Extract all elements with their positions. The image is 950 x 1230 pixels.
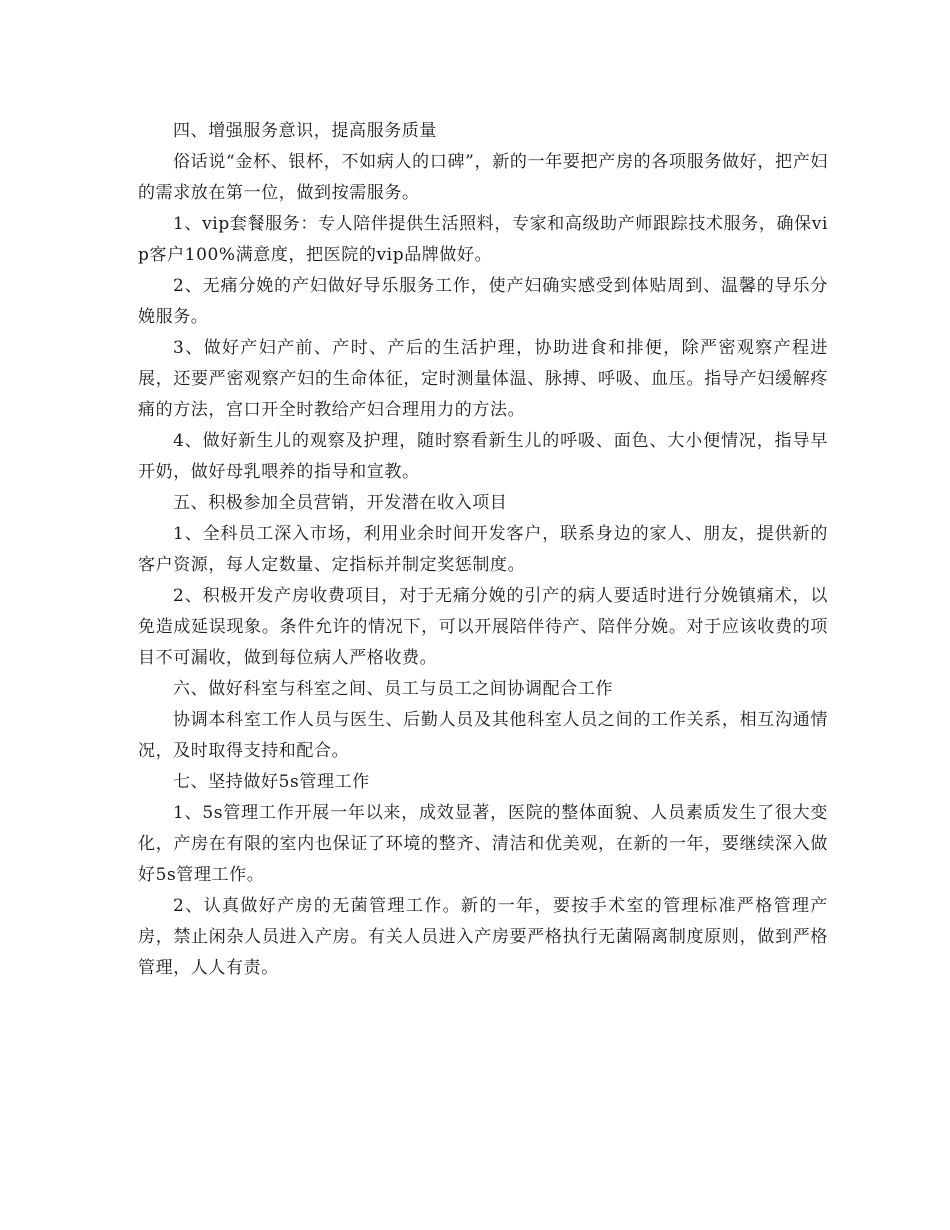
paragraph: 协调本科室工作人员与医生、后勤人员及其他科室人员之间的工作关系，相互沟通情况，及时取得支持和配合。: [138, 710, 828, 761]
paragraph: 1、5s管理工作开展一年以来，成效显著，医院的整体面貌、人员素质发生了很大变化，产房在有限的室内也保证了环境的整齐、清洁和优美观，在新的一年，要继续深入做好5s管理工作。: [138, 803, 828, 885]
paragraph: 1、vip套餐服务：专人陪伴提供生活照料，专家和高级助产师跟踪技术服务，确保vip客户100%满意度，把医院的vip品牌做好。: [138, 214, 828, 265]
paragraph: 1、全科员工深入市场，利用业余时间开发客户，联系身边的家人、朋友，提供新的客户资源，每人定数量、定指标并制定奖惩制度。: [138, 524, 828, 575]
section-heading-5: 五、积极参加全员营销，开发潜在收入项目: [173, 493, 508, 513]
section-heading-7: 七、坚持做好5s管理工作: [173, 772, 370, 792]
paragraph: 4、做好新生儿的观察及护理，随时察看新生儿的呼吸、面色、大小便情况，指导早开奶，做好母乳喂养的指导和宣教。: [138, 431, 828, 482]
section-heading-4: 四、增强服务意识，提高服务质量: [173, 121, 437, 141]
paragraph: 3、做好产妇产前、产时、产后的生活护理，协助进食和排便，除严密观察产程进展，还要严密观察产妇的生命体征，定时测量体温、脉搏、呼吸、血压。指导产妇缓解疼痛的方法，宫口开全时教给产妇合理用力的方法。: [138, 338, 828, 420]
paragraph: 俗话说“金杯、银杯，不如病人的口碑”，新的一年要把产房的各项服务做好，把产妇的需求放在第一位，做到按需服务。: [138, 152, 828, 203]
paragraph: 2、认真做好产房的无菌管理工作。新的一年，要按手术室的管理标准严格管理产房，禁止闲杂人员进入产房。有关人员进入产房要严格执行无菌隔离制度原则，做到严格管理，人人有责。: [138, 896, 828, 978]
section-heading-6: 六、做好科室与科室之间、员工与员工之间协调配合工作: [173, 679, 613, 699]
document-body: [138, 116, 828, 984]
paragraph: 2、无痛分娩的产妇做好导乐服务工作，使产妇确实感受到体贴周到、温馨的导乐分娩服务。: [138, 276, 828, 327]
paragraph: 2、积极开发产房收费项目，对于无痛分娩的引产的病人要适时进行分娩镇痛术，以免造成延误现象。条件允许的情况下，可以开展陪伴待产、陪伴分娩。对于应该收费的项目不可漏收，做到每位病人严格收费。: [138, 586, 828, 668]
